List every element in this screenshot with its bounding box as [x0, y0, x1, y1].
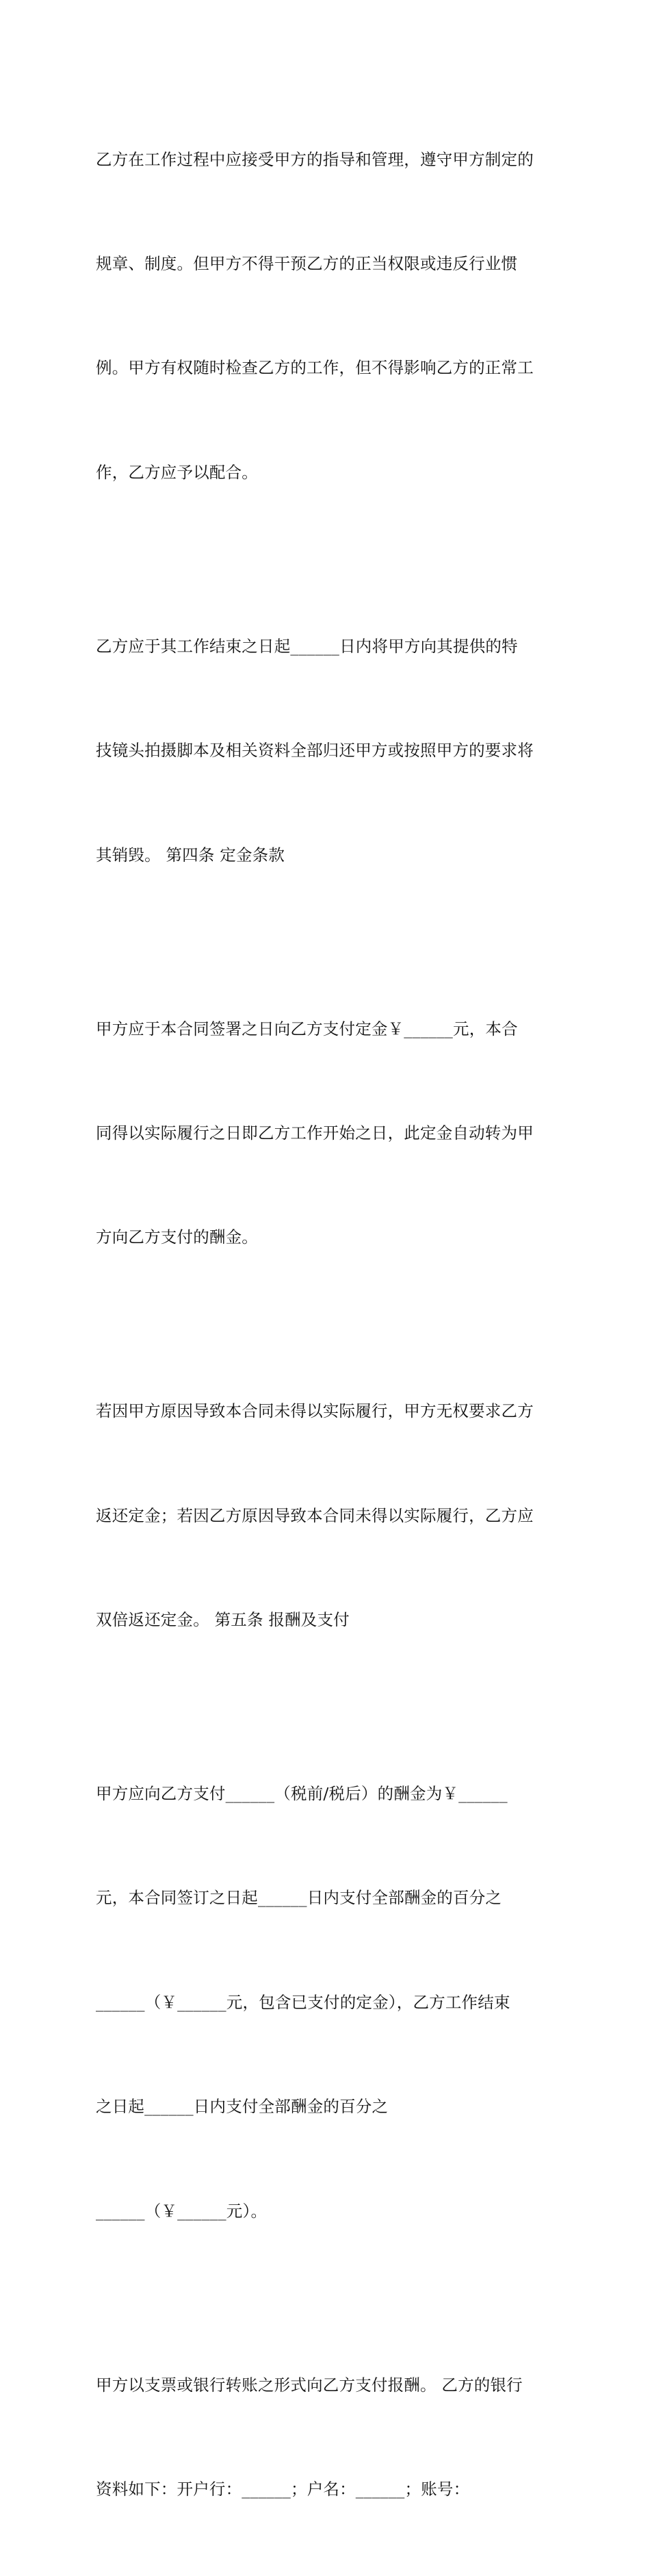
paragraph-return-materials [96, 559, 561, 942]
text-line: 元，本合同签订之日起______日内支付全部酬金的百分之 [96, 1888, 502, 1908]
text-line: 其销毁。 第四条 定金条款 [96, 845, 285, 865]
text-line: 返还定金；若因乙方原因导致本合同未得以实际履行，乙方应 [96, 1505, 534, 1525]
paragraph-bank-details [96, 2298, 561, 2576]
text-line: 同得以实际履行之日即乙方工作开始之日，此定金自动转为甲 [96, 1123, 534, 1143]
text-line: 作，乙方应予以配合。 [96, 462, 258, 482]
text-line: 规章、制度。但甲方不得干预乙方的正当权限或违反行业惯 [96, 253, 518, 273]
text-line: 方向乙方支付的酬金。 [96, 1227, 258, 1247]
paragraph-deposit-return [96, 1325, 561, 1707]
paragraph-guidance-and-management [96, 73, 561, 559]
text-line: ______（￥______元）。 [96, 2201, 268, 2221]
text-line: ______（￥______元，包含已支付的定金），乙方工作结束 [96, 1992, 510, 2012]
text-line: 例。甲方有权随时检查乙方的工作，但不得影响乙方的正常工 [96, 358, 534, 378]
text-line: 甲方应于本合同签署之日向乙方支付定金￥______元，本合 [96, 1019, 518, 1038]
text-line: 若因甲方原因导致本合同未得以实际履行，甲方无权要求乙方 [96, 1401, 534, 1421]
document-body [96, 73, 561, 2576]
paragraph-payment-terms [96, 1707, 561, 2298]
text-line: 资料如下：开户行：______；户名：______；账号： [96, 2479, 470, 2499]
paragraph-deposit [96, 942, 561, 1325]
text-line: 乙方在工作过程中应接受甲方的指导和管理，遵守甲方制定的 [96, 149, 534, 169]
text-line: 甲方应向乙方支付______（税前/税后）的酬金为￥______ [96, 1784, 508, 1804]
text-line: 双倍返还定金。 第五条 报酬及支付 [96, 1610, 350, 1630]
text-line: 甲方以支票或银行转账之形式向乙方支付报酬。 乙方的银行 [96, 2375, 523, 2395]
text-line: 乙方应于其工作结束之日起______日内将甲方向其提供的特 [96, 636, 518, 656]
text-line: 技镜头拍摄脚本及相关资料全部归还甲方或按照甲方的要求将 [96, 741, 534, 761]
text-line: 之日起______日内支付全部酬金的百分之 [96, 2097, 389, 2117]
